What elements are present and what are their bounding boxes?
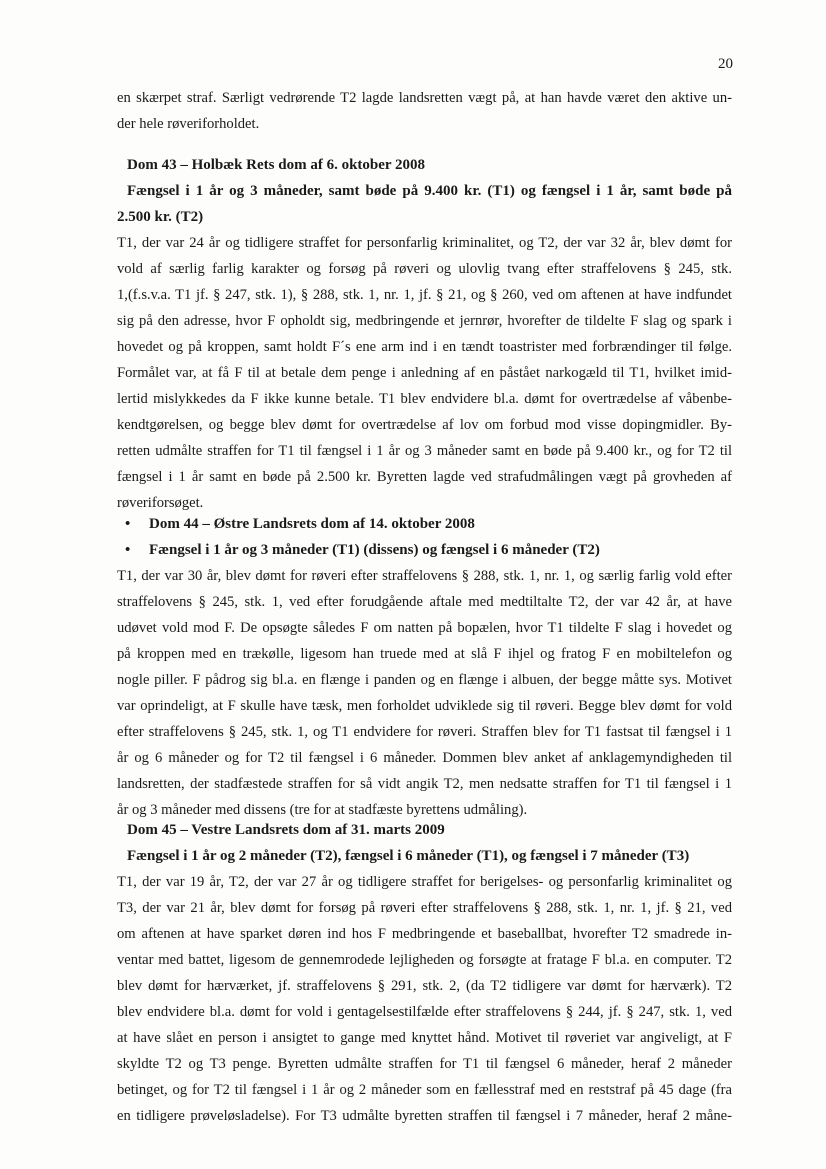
text-line: ventar med battet, ligesom de gennemrodede lejligheden og forsøgte at fratage F bl.a. en computer. T2	[117, 952, 732, 968]
text-line: T1, der var 19 år, T2, der var 27 år og tidligere straffet for berigelses- og personfarlig kriminalitet og	[117, 874, 732, 890]
text-line: blev dømt for hærværket, jf. straffelovens § 291, stk. 2, (da T2 tidligere var dømt for hærværk). T2	[117, 978, 732, 994]
text-line: på kroppen med en trækølle, ligesom han truede med at slå F ihjel og fratog F en mobiltelefon og	[117, 646, 732, 662]
text-line: 1,(f.s.v.a. T1 jf. § 247, stk. 1), § 288, stk. 1, nr. 1, jf. § 21, og § 260, ved om aftenen at have indfundet	[117, 287, 732, 303]
text-line: hovedet og på kroppen, samt holdt F´s ene arm ind i en tændt toastrister med forbrændinger til følge.	[117, 339, 732, 355]
text-line: skyldte T2 og T3 penge. Byretten udmålte straffen for T1 til fængsel 6 måneder, heraf 2 måneder	[117, 1056, 732, 1072]
text-line: landsretten, der stadfæstede straffen for så vidt angik T2, men nedsatte straffen for T1 til fængsel i 1	[117, 776, 732, 792]
case-43-title: Dom 43 – Holbæk Rets dom af 6. oktober 2008	[127, 157, 426, 173]
text-line: år og 3 måneder med dissens (tre for at stadfæste byrettens udmåling).	[117, 802, 528, 818]
case-43-sentence-line: Fængsel i 1 år og 3 måneder, samt bøde på 9.400 kr. (T1) og fængsel i 1 år, samt bøde på	[127, 183, 732, 199]
text-line: T1, der var 24 år og tidligere straffet for personfarlig kriminalitet, og T2, der var 32 år, blev dømt for	[117, 235, 732, 251]
case-45-title: Dom 45 – Vestre Landsrets dom af 31. marts 2009	[127, 822, 445, 838]
text-line: kendtgørelsen, og begge blev dømt for overtrædelse af lov om forbud mod visse dopingmidler. By-	[117, 417, 732, 433]
case-43-sentence-line: 2.500 kr. (T2)	[117, 209, 204, 225]
bullet-icon: •	[125, 516, 131, 532]
text-line: sig på den adresse, hvor F opholdt sig, medbringende et jernrør, hvorefter de tildelte F slag og spark i	[117, 313, 732, 329]
case-45-section	[117, 817, 732, 1129]
text-line: blev endvidere bl.a. dømt for vold i gentagelsestilfælde efter straffelovens § 244, jf. § 247, stk. 1, ved	[117, 1004, 732, 1020]
text-line: lertid mislykkedes da F ikke kunne betale. T1 blev endvidere bl.a. dømt for overtrædelse af våbenbe-	[117, 391, 732, 407]
intro-paragraph	[117, 85, 732, 137]
case-44-title: Dom 44 – Østre Landsrets dom af 14. oktober 2008	[149, 516, 475, 532]
text-line: en tidligere prøveløsladelse). For T3 udmålte byretten straffen til fængsel i 7 måneder, heraf 2 måne-	[117, 1108, 732, 1124]
text-line: vold af særlig farlig karakter og forsøg på røveri og ulovlig tvang efter straffelovens § 245, stk.	[117, 261, 732, 277]
case-45-sentence: Fængsel i 1 år og 2 måneder (T2), fængsel i 6 måneder (T1), og fængsel i 7 måneder (T3)	[127, 848, 690, 864]
text-line: nogle piller. F pådrog sig bl.a. en flænge i panden og en flænge i albuen, der begge måtte sys. Motivet	[117, 672, 732, 688]
text-line: T1, der var 30 år, blev dømt for røveri efter straffelovens § 288, stk. 1, nr. 1, og særlig farlig vold efter	[117, 568, 732, 584]
text-line: en skærpet straf. Særligt vedrørende T2 lagde landsretten vægt på, at han havde været den aktive un-	[117, 90, 732, 106]
text-line: fængsel i 1 år samt en bøde på 2.500 kr. Byretten lagde ved strafudmålingen vægt på grovheden af	[117, 469, 732, 485]
page-number: 20	[718, 56, 733, 72]
text-line: røveriforsøget.	[117, 495, 204, 511]
text-line: retten udmålte straffen for T1 til fængsel i 1 år og 3 måneder samt en bøde på 9.400 kr., og for T2 til	[117, 443, 732, 459]
text-line: straffelovens § 245, stk. 1, ved efter forudgående aftale med medtiltalte T2, der var 42 år, at have	[117, 594, 732, 610]
case-44-title-item	[117, 511, 732, 537]
case-43-section	[117, 152, 732, 516]
text-line: år og 6 måneder og for T2 til fængsel i 6 måneder. Dommen blev anket af anklagemyndigheden til	[117, 750, 732, 766]
text-line: om aftenen at have sparket døren ind hos F medbringende et baseballbat, hvorefter T2 smadrede in-	[117, 926, 732, 942]
text-line: betinget, og for T2 til fængsel i 1 år og 2 måneder som en fællesstraf med en reststraf på 45 dage (fra	[117, 1082, 732, 1098]
text-line: udøvet vold mod F. De opsøgte således F om natten på bopælen, hvor T1 tildelte F slag i hovedet og	[117, 620, 732, 636]
text-line: efter straffelovens § 245, stk. 1, og T1 endvidere for røveri. Straffen blev for T1 fastsat til fængsel i 1	[117, 724, 732, 740]
case-44-sentence: Fængsel i 1 år og 3 måneder (T1) (dissens) og fængsel i 6 måneder (T2)	[149, 542, 600, 558]
text-line: T3, der var 21 år, blev dømt for forsøg på røveri efter straffelovens § 288, stk. 1, nr. 1, jf. § 21, ved	[117, 900, 732, 916]
bullet-icon: •	[125, 542, 131, 558]
text-line: var oprindeligt, at F skulle have tæsk, men forholdet udviklede sig til røveri. Begge blev dømt for vold	[117, 698, 732, 714]
text-line: der hele røveriforholdet.	[117, 116, 260, 132]
case-44-section	[117, 511, 732, 823]
case-44-sentence-item	[117, 537, 732, 563]
text-line: at have slået en person i ansigtet to gange med knyttet hånd. Motivet til røveriet var angiveligt, at F	[117, 1030, 732, 1046]
text-line: Formålet var, at få F til at betale dem penge i anledning af en påstået narkogæld til T1, hvilket imid-	[117, 365, 732, 381]
